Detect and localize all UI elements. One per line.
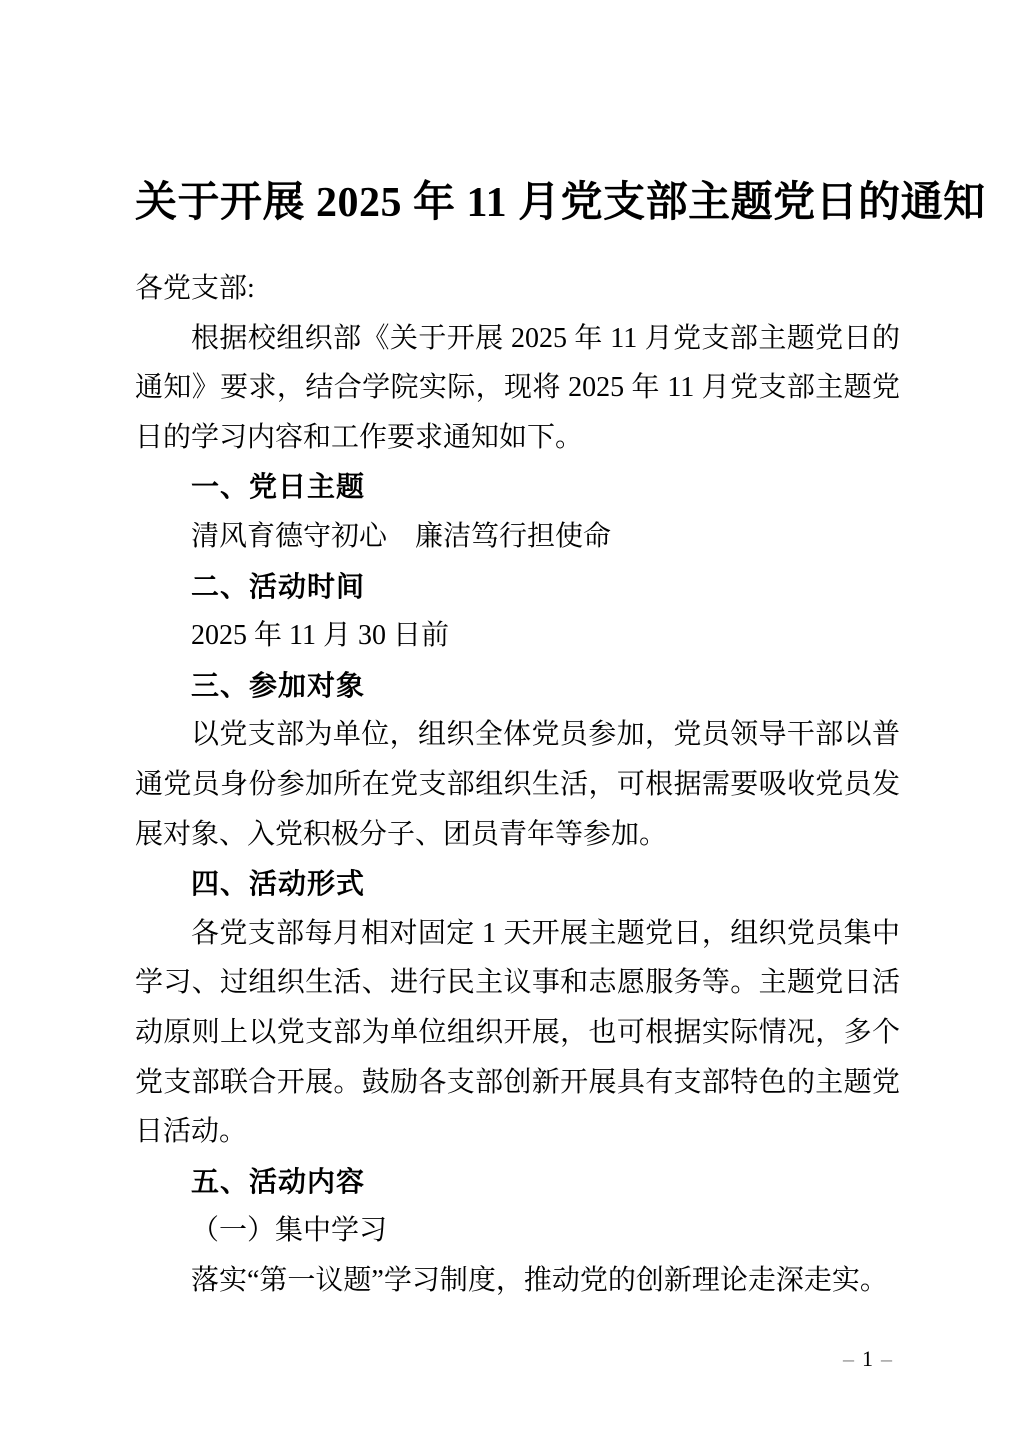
section-heading-2: 二、活动时间: [191, 570, 366, 602]
page-number: [835, 1344, 900, 1374]
section-text-1: 清风育德守初心 廉洁笃行担使命: [191, 520, 612, 552]
document-content: [135, 0, 986, 1305]
document-title: 关于开展 2025 年 11 月党支部主题党日的通知: [135, 180, 986, 226]
page-number-value: 1: [862, 1346, 873, 1371]
section-text-5: 落实“第一议题”学习制度，推动党的创新理论走深走实。: [191, 1264, 888, 1296]
section-heading-4: 四、活动形式: [191, 868, 366, 900]
section-heading-3: 三、参加对象: [191, 669, 366, 701]
section-text-4: 各党支部每月相对固定 1 天开展主题党日，组织党员集中学习、过组织生活、进行民主议事和志愿服务等。主题党日活动原则上以党支部为单位组织开展，也可根据实际情况，多个党支部联合开展。鼓励各支部创新开展具有支部特色的主题党日活动。: [135, 917, 900, 1148]
section-heading-5: 五、活动内容: [191, 1165, 366, 1197]
section-subheading-5: （一）集中学习: [191, 1215, 388, 1247]
section-text-3: 以党支部为单位，组织全体党员参加，党员领导干部以普通党员身份参加所在党支部组织生活，可根据需要吸收党员发展对象、入党积极分子、团员青年等参加。: [135, 719, 900, 850]
salutation: 各党支部:: [135, 273, 255, 304]
document-body: [135, 264, 900, 1305]
page-number-dash-left: –: [843, 1346, 854, 1371]
intro-paragraph: 根据校组织部《关于开展 2025 年 11 月党支部主题党日的通知》要求，结合学院实际，现将 2025 年 11 月党支部主题党日的学习内容和工作要求通知如下。: [135, 322, 900, 453]
page-number-dash-right: –: [881, 1346, 892, 1371]
section-heading-1: 一、党日主题: [191, 471, 366, 503]
section-text-2: 2025 年 11 月 30 日前: [191, 620, 449, 652]
